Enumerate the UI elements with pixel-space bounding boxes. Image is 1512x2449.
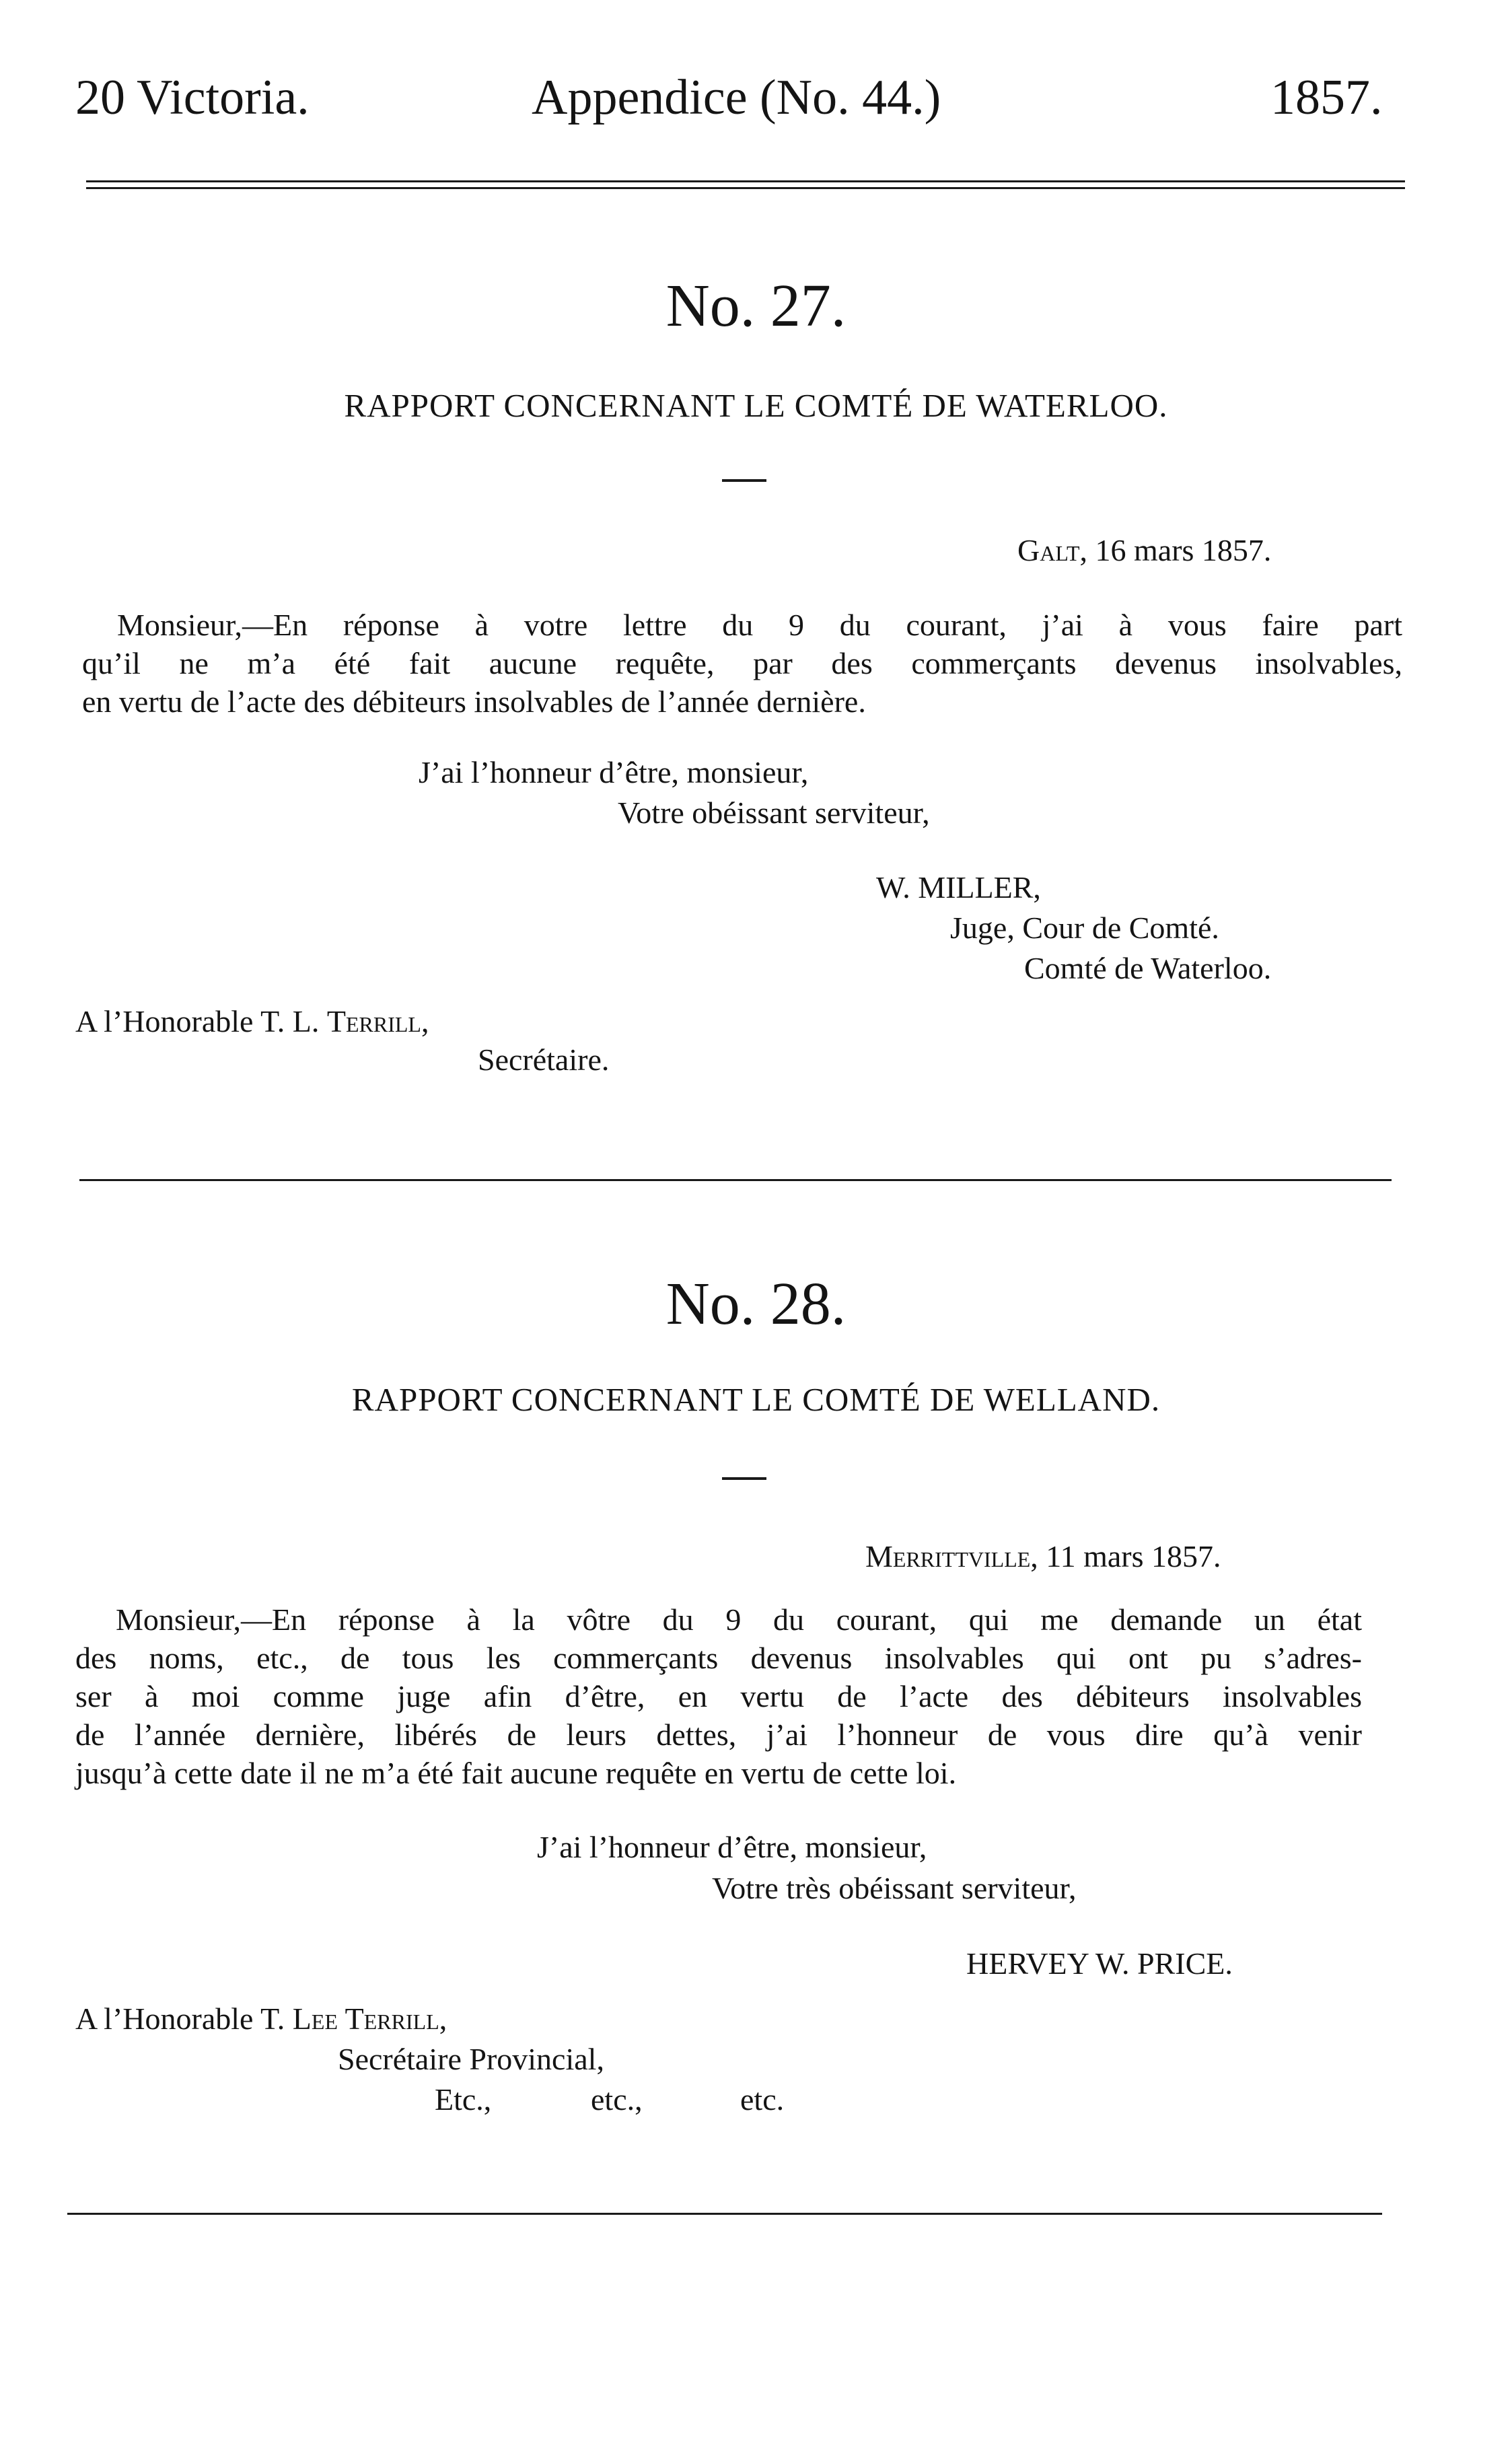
letter-27-signer-title-1: Juge, Cour de Comté. [950,911,1219,945]
letter-27-date: 16 mars 1857. [1095,533,1272,567]
letter-28-body-line: de l’année dernière, libérés de leurs dettes, j’ai l’honneur de vous dire qu’à venir [75,1717,1362,1752]
letter-28-signer-name: HERVEY W. PRICE. [966,1946,1233,1981]
letter-28-addressee [75,2003,447,2034]
letter-27-closing-1: J’ai l’honneur d’être, monsieur, [419,755,809,789]
letter-28-title: RAPPORT CONCERNANT LE COMTÉ DE WELLAND. [351,1381,1161,1418]
letter-27-place: Galt, [1017,533,1087,567]
letter-27-signer-name: W. MILLER, [876,870,1041,904]
letter-28-title-dash [722,1477,766,1480]
letter-28-body-line: Monsieur,—En réponse à la vôtre du 9 du courant, qui me demande un état [116,1602,1362,1637]
header-year: 1857. [1270,70,1383,125]
header-double-rule [86,180,1405,189]
letter-28-date: 11 mars 1857. [1046,1539,1221,1573]
letter-28-body-line: des noms, etc., de tous les commerçants devenus insolvables qui ont pu s’adres- [75,1641,1362,1675]
letter-27-addressee [75,1006,429,1037]
letter-27-addressee-title: Secrétaire. [478,1042,610,1077]
footer-rule [67,2213,1382,2215]
letter-27-body [82,606,1402,721]
letter-28-place: Merrittville, [865,1539,1038,1573]
header-session: 20 Victoria. [75,70,310,125]
section-divider-rule [79,1179,1392,1181]
letter-28-addressee-etc-3: etc. [740,2082,785,2117]
letter-28-addressee-prefix: A l’Honorable T. [75,2001,285,2036]
letter-27-body-line: Monsieur,—En réponse à votre lettre du 9 du courant, j’ai à vous faire part [117,608,1402,642]
letter-28-closing-1: J’ai l’honneur d’être, monsieur, [537,1830,927,1864]
letter-28-dateline [865,1541,1221,1572]
letter-28-addressee-etc-1: Etc., [435,2082,492,2117]
letter-28-body [75,1600,1362,1792]
letter-27-addressee-prefix: A l’Honorable T. L. [75,1004,320,1038]
letter-27-dateline [1017,535,1271,566]
letter-28-body-line: ser à moi comme juge afin d’être, en vertu de l’acte des débiteurs insolvables [75,1679,1362,1713]
letter-28-addressee-name: Lee Terrill, [292,2001,447,2036]
letter-27-closing-2: Votre obéissant serviteur, [618,795,930,830]
letter-27-addressee-name: Terrill, [326,1004,429,1038]
letter-27-signer-title-2: Comté de Waterloo. [1024,951,1272,985]
letter-27-body-line: qu’il ne m’a été fait aucune requête, par des commerçants devenus insolvables, [82,646,1402,680]
letter-27-body-line: en vertu de l’acte des débiteurs insolvables de l’année dernière. [82,684,866,719]
letter-27-title-dash [722,479,766,482]
letter-27-number: No. 27. [665,273,847,339]
letter-28-body-line: jusqu’à cette date il ne m’a été fait aucune requête en vertu de cette loi. [75,1756,957,1790]
letter-28-addressee-title: Secrétaire Provincial, [338,2042,604,2076]
header-appendix: Appendice (No. 44.) [532,70,941,125]
letter-28-addressee-etc-2: etc., [591,2082,643,2117]
letter-27-title: RAPPORT CONCERNANT LE COMTÉ DE WATERLOO. [344,387,1168,424]
letter-28-closing-2: Votre très obéissant serviteur, [712,1871,1077,1905]
letter-28-number: No. 28. [665,1271,847,1337]
